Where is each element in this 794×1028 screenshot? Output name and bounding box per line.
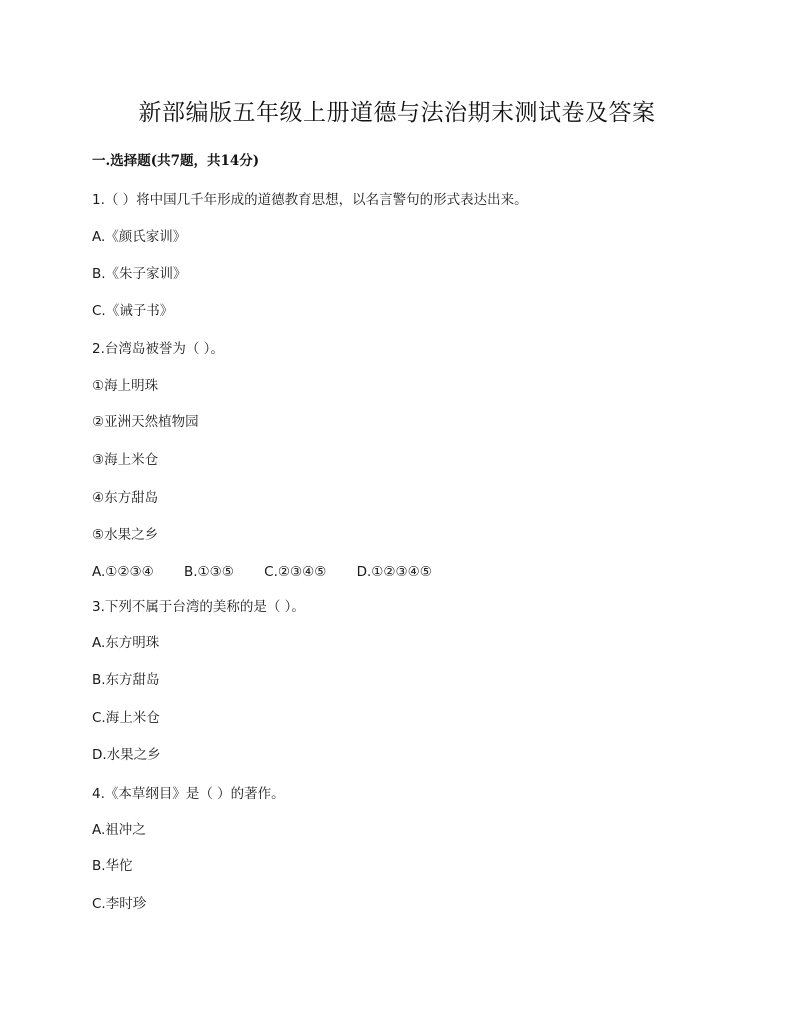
question-2-choices <box>92 563 458 581</box>
question-1-stem: 1.（ ）将中国几千年形成的道德教育思想，以名言警句的形式表达出来。 <box>92 192 528 208</box>
question-1-option-a: A.《颜氏家训》 <box>92 229 187 245</box>
question-2-choice-a: A.①②③④ <box>92 564 154 580</box>
question-2-item-2: ②亚洲天然植物园 <box>92 414 199 430</box>
question-1-option-c: C.《诫子书》 <box>92 303 174 319</box>
question-4-option-b: B.华佗 <box>92 858 133 874</box>
question-4-stem: 4.《本草纲目》是（ ）的著作。 <box>92 786 285 802</box>
document-title: 新部编版五年级上册道德与法治期末测试卷及答案 <box>138 100 656 126</box>
question-3-option-a: A.东方明珠 <box>92 635 160 651</box>
question-2-item-4: ④东方甜岛 <box>92 490 159 506</box>
question-4-option-c: C.李时珍 <box>92 896 147 912</box>
question-2-choice-b: B.①③⑤ <box>184 564 234 580</box>
question-3-option-b: B.东方甜岛 <box>92 672 160 688</box>
question-2-choice-d: D.①②③④⑤ <box>356 564 432 580</box>
question-2-item-3: ③海上米仓 <box>92 452 159 468</box>
question-3-option-c: C.海上米仓 <box>92 710 160 726</box>
question-4-option-a: A.祖冲之 <box>92 822 146 838</box>
question-2-item-5: ⑤水果之乡 <box>92 527 159 543</box>
question-3-stem: 3.下列不属于台湾的美称的是（ ）。 <box>92 599 305 615</box>
question-3-option-d: D.水果之乡 <box>92 747 161 763</box>
section-heading: 一.选择题(共7题，共14分) <box>92 153 260 169</box>
question-1-option-b: B.《朱子家训》 <box>92 266 187 282</box>
question-2-item-1: ①海上明珠 <box>92 378 159 394</box>
question-2-choice-c: C.②③④⑤ <box>264 564 327 580</box>
question-2-stem: 2.台湾岛被誉为（ ）。 <box>92 341 224 357</box>
